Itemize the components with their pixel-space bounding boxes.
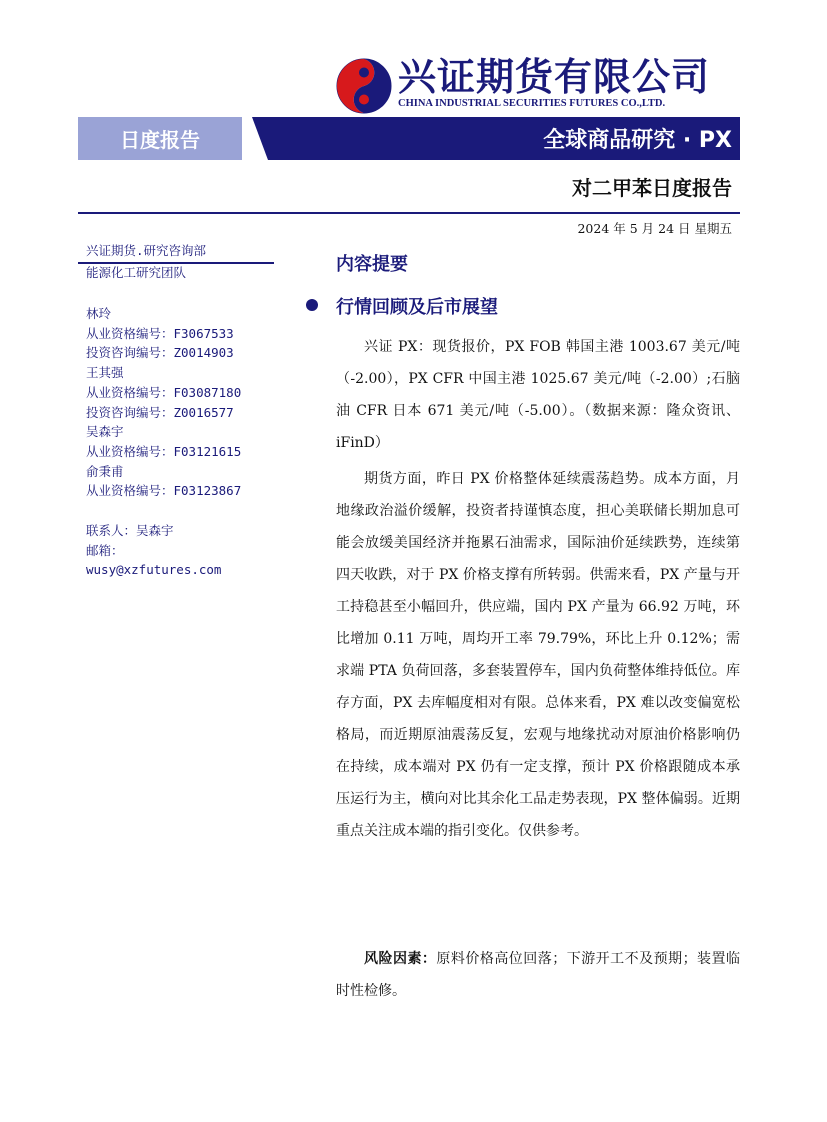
summary-heading: 内容提要 bbox=[336, 254, 408, 275]
analyst-name: 王其强 bbox=[86, 365, 124, 381]
team-name: 能源化工研究团队 bbox=[86, 265, 187, 280]
risk-text: 原料价格高位回落；下游开工不及预期；装置临时性检修。 bbox=[336, 951, 741, 999]
analyst-credential: 从业资格编号：F03087180 bbox=[86, 384, 242, 400]
analyst-name: 林玲 bbox=[86, 306, 112, 321]
department-name: 兴证期货.研究咨询部 bbox=[86, 243, 207, 258]
contact-person: 联系人：吴森宇 bbox=[86, 523, 174, 538]
analyst-credential: 从业资格编号：F03123867 bbox=[86, 483, 242, 499]
research-category-banner: 全球商品研究 · PX bbox=[268, 117, 740, 160]
market-analysis-paragraph: 期货方面，昨日 PX 价格整体延续震荡趋势。成本方面，月地缘政治溢价缓解，投资者持谨慎态度，担心美联储长期加息可能会放缓美国经济并拖累石油需求，国际油价延续跌势，连续第四天收跌，对于 PX 价格支撑有所转弱。供需来看，PX 产量与开工持稳甚至小幅回升，供应端，国内 PX 产量为 66.92 万吨，环比增加 0.11 万吨，周均开工率 79.79%，环比上升 0.12%；需求端 PTA 负荷回落，多套装置停车，国内负荷整体维持低位。库存方面，PX 去库幅度相对有限。总体来看，PX 难以改变偏宽松格局，而近期原油震荡反复，宏观与地缘扰动对原油价格影响仍在持续，成本端对 PX 仍有一定支撑，预计 PX 价格跟随成本承压运行为主，横向对比其余化工品走势表现，PX 整体偏弱。近期重点关注成本端的指引变化。仅供参考。 bbox=[336, 471, 740, 839]
risk-label: 风险因素： bbox=[364, 951, 437, 967]
analyst-credential: 投资咨询编号：Z0014903 bbox=[86, 345, 234, 361]
contact-block bbox=[86, 521, 221, 580]
banner-divider bbox=[242, 117, 268, 160]
analyst-name: 俞秉甫 bbox=[86, 463, 124, 479]
analyst-list bbox=[86, 304, 241, 501]
company-name-cn: 兴证期货有限公司 bbox=[398, 55, 711, 99]
outlook-heading: 行情回顾及后市展望 bbox=[336, 297, 498, 318]
email-label: 邮箱： bbox=[86, 542, 124, 558]
spot-price-paragraph: 兴证 PX：现货报价，PX FOB 韩国主港 1003.67 美元/吨（-2.00），PX CFR 中国主港 1025.67 美元/吨（-2.00）;石脑油 CFR 日本 671 美元/吨（-5.00）。（数据来源：隆众资讯、iFinD） bbox=[336, 339, 740, 451]
company-logo-icon bbox=[336, 58, 392, 114]
analyst-name: 吴森宇 bbox=[86, 424, 124, 440]
header-divider bbox=[78, 212, 740, 214]
email-link[interactable]: wusy@xzfutures.com bbox=[86, 562, 222, 578]
report-title: 对二甲苯日度报告 bbox=[572, 176, 732, 200]
bullet-icon bbox=[306, 299, 318, 311]
analyst-credential: 从业资格编号：F03121615 bbox=[86, 443, 242, 459]
analyst-credential: 投资咨询编号：Z0016577 bbox=[86, 404, 234, 420]
company-name-en: CHINA INDUSTRIAL SECURITIES FUTURES CO.,LTD. bbox=[398, 98, 666, 109]
report-date: 2024 年 5 月 24 日 星期五 bbox=[577, 221, 732, 236]
risk-paragraph bbox=[336, 943, 740, 1007]
report-type-banner: 日度报告 bbox=[78, 117, 242, 160]
analyst-credential: 从业资格编号：F3067533 bbox=[86, 325, 234, 341]
